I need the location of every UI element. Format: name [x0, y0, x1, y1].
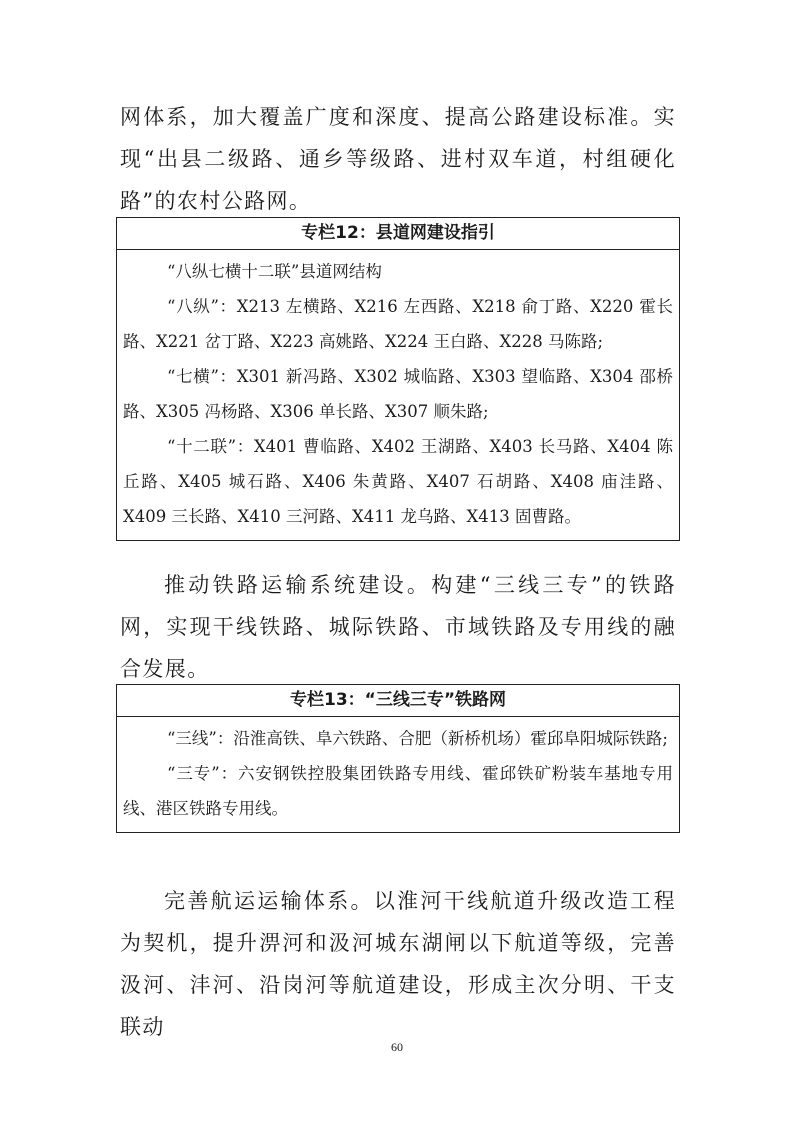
column-box-13-title: 专栏13：“三线三专”铁路网 — [117, 685, 679, 717]
box12-line-vertical: “八纵”：X213 左横路、X216 左西路、X218 俞丁路、X220 霍长路、X221 岔丁路、X223 高姚路、X224 王白路、X228 马陈路; — [123, 297, 673, 351]
railway-paragraph: 推动铁路运输系统建设。构建“三线三专”的铁路网，实现干线铁路、城际铁路、市域铁路及专用线的融合发展。 — [120, 573, 676, 681]
column-box-12-body — [117, 250, 679, 540]
waterway-paragraph: 完善航运运输体系。以淮河干线航道升级改造工程为契机，提升淠河和汲河城东湖闸以下航道等级，完善汲河、沣河、沿岗河等航道建设，形成主次分明、干支联动 — [120, 889, 676, 1039]
box13-line-three-special: “三专”：六安钢铁控股集团铁路专用线、霍邱铁矿粉装车基地专用线、港区铁路专用线。 — [123, 764, 673, 818]
column-box-13-body — [117, 717, 679, 832]
box12-line-structure: “八纵七横十二联”县道网结构 — [167, 262, 382, 281]
intro-paragraph: 网体系，加大覆盖广度和深度、提高公路建设标准。实现“出县二级路、通乡等级路、进村双车道，村组硬化路”的农村公路网。 — [120, 105, 676, 213]
box12-line-connectors: “十二联”：X401 曹临路、X402 王湖路、X403 长马路、X404 陈丘路、X405 城石路、X406 朱黄路、X407 石胡路、X408 庙洼路、X409 三长路、X410 三河路、X411 龙乌路、X413 固曹路。 — [123, 437, 673, 526]
page-number: 60 — [391, 1040, 403, 1054]
column-box-12-title: 专栏12：县道网建设指引 — [117, 218, 679, 250]
column-box-12 — [116, 217, 680, 541]
box12-line-horizontal: “七横”：X301 新冯路、X302 城临路、X303 望临路、X304 邵桥路、X305 冯杨路、X306 单长路、X307 顺朱路; — [123, 367, 673, 421]
column-box-13 — [116, 684, 680, 833]
box13-line-three-lines: “三线”：沿淮高铁、阜六铁路、合肥（新桥机场）霍邱阜阳城际铁路; — [167, 729, 668, 748]
